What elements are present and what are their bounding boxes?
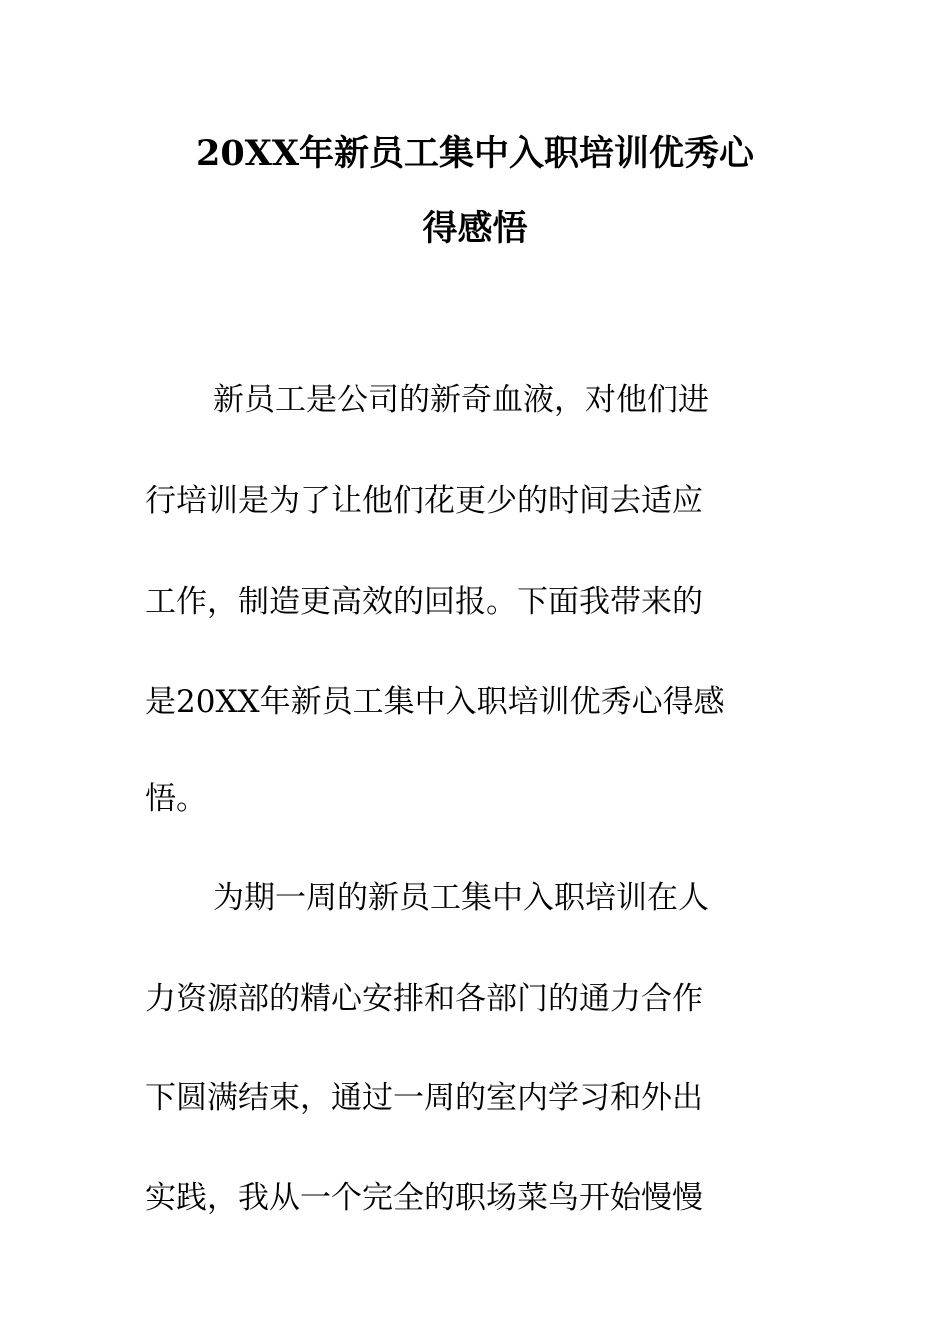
body-line-1: 新员工是公司的新奇血液，对他们进 — [213, 382, 709, 418]
body-line-4: 是20XX年新员工集中入职培训优秀心得感 — [145, 684, 725, 720]
body-line-6: 为期一周的新员工集中入职培训在人 — [213, 880, 709, 916]
document-title-line-2: 得感悟 — [422, 208, 528, 249]
body-line-2: 行培训是为了让他们花更少的时间去适应 — [145, 483, 703, 519]
body-line-7: 力资源部的精心安排和各部门的通力合作 — [145, 981, 703, 1017]
body-line-9: 实践，我从一个完全的职场菜鸟开始慢慢 — [145, 1180, 703, 1216]
body-line-8: 下圆满结束，通过一周的室内学习和外出 — [145, 1080, 703, 1116]
body-line-3: 工作，制造更高效的回报。下面我带来的 — [145, 584, 703, 620]
document-title-line-1: 20XX年新员工集中入职培训优秀心 — [195, 133, 755, 174]
body-line-5: 悟。 — [145, 781, 207, 817]
